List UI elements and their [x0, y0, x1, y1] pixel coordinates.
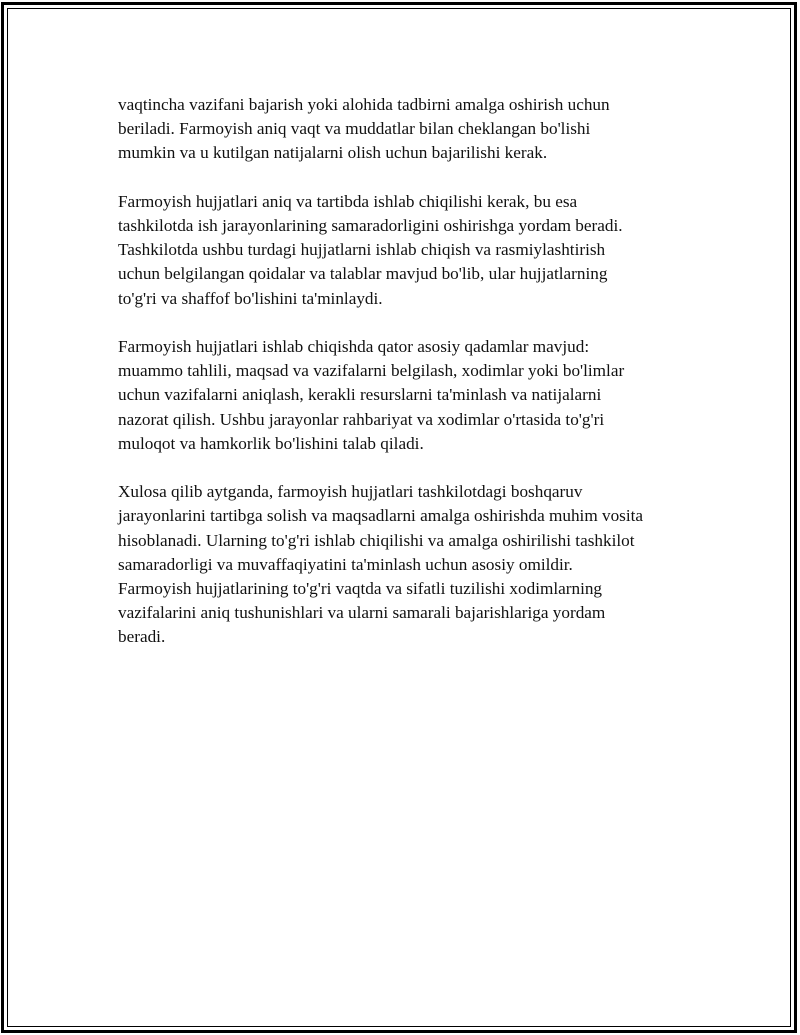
text-line: vaqtincha vazifani bajarish yoki alohida tadbirni amalga oshirish uchun [118, 95, 610, 114]
text-line: uchun belgilangan qoidalar va talablar mavjud bo'lib, ular hujjatlarning [118, 264, 608, 284]
text-line: nazorat qilish. Ushbu jarayonlar rahbariyat va xodimlar o'rtasida to'g'ri [118, 409, 605, 429]
text-line: Xulosa qilib aytganda, farmoyish hujjatlari tashkilotdagi boshqaruv [118, 482, 583, 502]
text-line: hisoblanadi. Ularning to'g'ri ishlab chiqilishi va amalga oshirilishi tashkilot [118, 530, 635, 550]
paragraph-4 [118, 480, 708, 649]
text-line: Farmoyish hujjatlari aniq va tartibda ishlab chiqilishi kerak, bu esa [118, 191, 578, 211]
text-line: vazifalarini aniq tushunishlari va ularni samarali bajarishlariga yordam [118, 603, 606, 623]
text-line: beradi. [118, 627, 166, 647]
text-line: uchun vazifalarni aniqlash, kerakli resurslarni ta'minlash va natijalarni [118, 385, 602, 405]
text-line: Tashkilotda ushbu turdagi hujjatlarni ishlab chiqish va rasmiylashtirish [118, 240, 606, 260]
text-line: muloqot va hamkorlik bo'lishini talab qiladi. [118, 433, 424, 453]
text-line: tashkilotda ish jarayonlarining samaradorligini oshirishga yordam beradi. [118, 216, 623, 235]
paragraph-1 [118, 93, 708, 166]
paragraph-2 [118, 190, 708, 311]
text-line: Farmoyish hujjatlari ishlab chiqishda qator asosiy qadamlar mavjud: [118, 337, 590, 356]
text-line: beriladi. Farmoyish aniq vaqt va muddatlar bilan cheklangan bo'lishi [118, 119, 591, 139]
text-line: Farmoyish hujjatlarining to'g'ri vaqtda va sifatli tuzilishi xodimlarning [118, 579, 603, 599]
text-line: samaradorligi va muvaffaqiyatini ta'minlash uchun asosiy omildir. [118, 554, 573, 574]
text-line: muammo tahlili, maqsad va vazifalarni belgilash, xodimlar yoki bo'limlar [118, 361, 625, 381]
text-line: jarayonlarini tartibga solish va maqsadlarni amalga oshirishda muhim vosita [118, 506, 644, 526]
text-line: to'g'ri va shaffof bo'lishini ta'minlaydi. [118, 288, 383, 308]
paragraph-3 [118, 335, 708, 456]
text-line: mumkin va u kutilgan natijalarni olish uchun bajarilishi kerak. [118, 143, 548, 163]
document-body [118, 93, 708, 674]
